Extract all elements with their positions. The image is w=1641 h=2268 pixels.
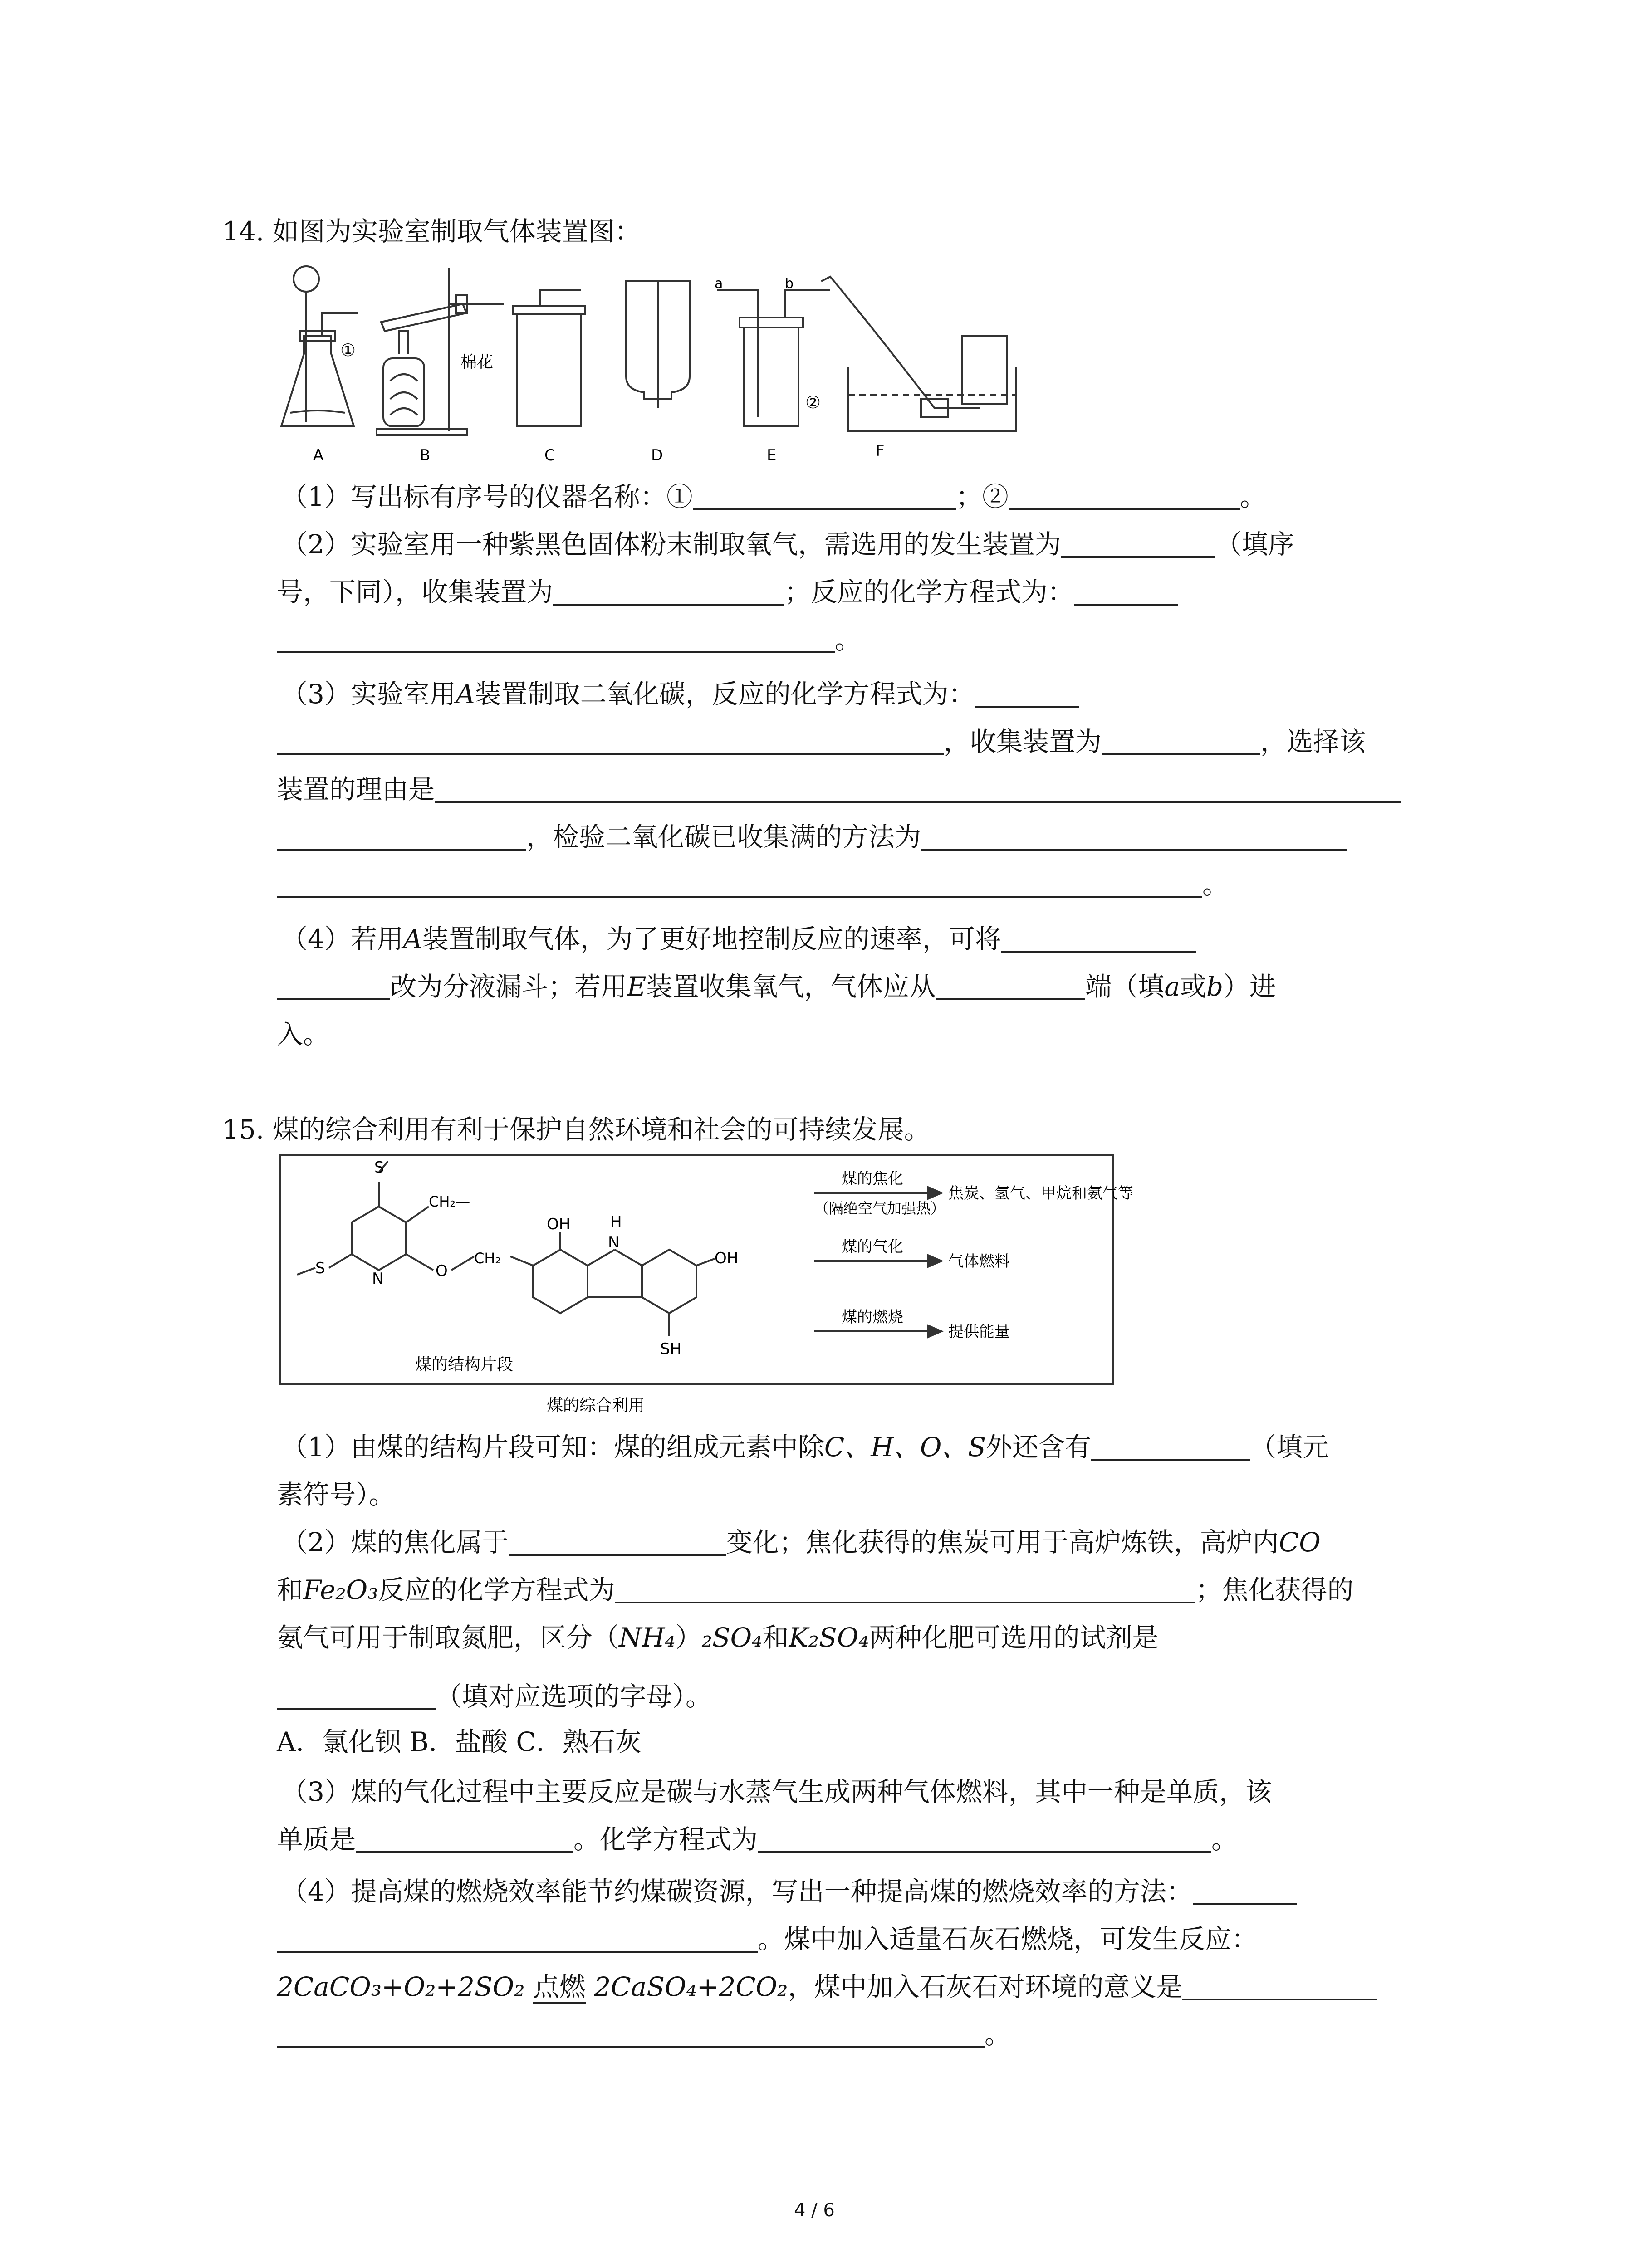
fig14-label-F: F [876, 442, 885, 460]
answer-blank[interactable] [1102, 726, 1260, 755]
fig14-label-D: D [651, 446, 663, 464]
q14-part2-line2: 号，下同），收集装置为 ；反应的化学方程式为： [277, 574, 1178, 610]
q15-options: A．氯化钡 B．盐酸 C．熟石灰 [277, 1726, 642, 1757]
reaction-condition: 点燃 [533, 1971, 586, 2004]
apparatus-figure [272, 263, 1021, 472]
atom-ch2a: CH₂— [429, 1193, 470, 1210]
answer-blank[interactable] [277, 869, 1202, 898]
fig14-label-a-tube: a [715, 276, 723, 292]
q15-part1-line1: （1）由煤的结构片段可知：煤的组成元素中除C、H、O、S外还含有 （填元 [281, 1432, 1329, 1462]
atom-s1: S [374, 1158, 384, 1177]
answer-blank[interactable] [553, 577, 784, 606]
q14-part1: （1）写出标有序号的仪器名称：① ；② 。 [281, 481, 1266, 512]
atom-s2: S [315, 1259, 325, 1277]
q14-stem: 14. 如图为实验室制取气体装置图： [222, 216, 641, 247]
atom-h: H [610, 1213, 622, 1231]
q14-part3-line1: （3）实验室用A装置制取二氧化碳，反应的化学方程式为： [281, 676, 1079, 712]
answer-blank[interactable] [921, 821, 1347, 850]
coal-utilization-figure [279, 1154, 1133, 1418]
atom-n1: N [372, 1270, 384, 1288]
q15-stem: 15. 煤的综合利用有利于保护自然环境和社会的可持续发展。 [222, 1114, 931, 1145]
answer-blank[interactable] [277, 726, 944, 755]
answer-blank[interactable] [277, 1924, 758, 1953]
atom-o: O [436, 1262, 448, 1280]
q15-part1-line2: 素符号）。 [277, 1479, 396, 1510]
atom-ch2b: CH₂ [474, 1250, 501, 1267]
q15-part2-line4: （填对应选项的字母）。 [277, 1678, 712, 1715]
answer-blank[interactable] [509, 1527, 726, 1556]
output-gasification: 气体燃料 [948, 1252, 1010, 1271]
fig14-label-B: B [420, 446, 431, 464]
q14-part3-line5: 。 [277, 866, 1229, 903]
atom-n2: N [608, 1233, 620, 1251]
fig14-mark-2: ② [805, 392, 821, 412]
answer-blank[interactable] [1009, 481, 1240, 510]
q14-part4-line2: 改为分液漏斗；若用E装置收集氧气，气体应从 端（填a或b）进 [277, 968, 1276, 1005]
fig14-label-b-tube: b [785, 276, 794, 292]
q14-part2-line1: （2）实验室用一种紫黑色固体粉末制取氧气，需选用的发生装置为 （填序 [281, 529, 1294, 560]
q15-part4-line3: 2CaCO₃+O₂+2SO₂ 点燃 2CaSO₄+2CO₂，煤中加入石灰石对环境的意义是 [277, 1969, 1377, 2005]
figure-caption: 煤的综合利用 [547, 1396, 645, 1415]
answer-blank[interactable] [277, 2019, 985, 2048]
page-number: 4 / 6 [794, 2200, 835, 2221]
atom-sh: SH [660, 1340, 682, 1358]
atom-oh2: OH [715, 1249, 739, 1267]
answer-blank[interactable] [1193, 1876, 1297, 1905]
answer-blank[interactable] [1061, 529, 1215, 558]
fig14-label-A: A [313, 446, 324, 464]
answer-blank[interactable] [975, 679, 1079, 708]
q15-part3-line1: （3）煤的气化过程中主要反应是碳与水蒸气生成两种气体燃料，其中一种是单质，该 [281, 1776, 1272, 1807]
fig14-label-E: E [767, 446, 777, 464]
q14-part3-line2: ，收集装置为 ，选择该 [277, 723, 1366, 760]
answer-blank[interactable] [277, 821, 526, 850]
atom-oh1: OH [547, 1215, 571, 1233]
answer-blank[interactable] [435, 774, 1401, 803]
arrow-coking-condition: （隔绝空气加强热） [814, 1200, 945, 1217]
answer-blank[interactable] [277, 971, 390, 1000]
answer-blank[interactable] [758, 1824, 1211, 1853]
q15-part3-line2: 单质是 。化学方程式为 。 [277, 1824, 1238, 1855]
q15-part2-line3: 氨气可用于制取氮肥，区分（NH₄）₂SO₄和K₂SO₄两种化肥可选用的试剂是 [277, 1622, 1159, 1653]
fig14-mark-1: ① [340, 340, 356, 360]
answer-blank[interactable] [1091, 1432, 1250, 1461]
answer-blank[interactable] [936, 971, 1085, 1000]
output-coking: 焦炭、氢气、甲烷和氨气等 [948, 1184, 1133, 1202]
answer-blank[interactable] [277, 624, 835, 653]
output-combustion: 提供能量 [948, 1323, 1010, 1341]
q15-part4-line2: 。煤中加入适量石灰石燃烧，可发生反应： [277, 1921, 1258, 1957]
q14-part2-line3: 。 [277, 621, 861, 658]
answer-blank[interactable] [693, 481, 956, 510]
fig14-label-C: C [544, 446, 555, 464]
answer-blank[interactable] [1182, 1971, 1377, 2000]
q15-part4-line1: （4）提高煤的燃烧效率能节约煤碳资源，写出一种提高煤的燃烧效率的方法： [281, 1873, 1297, 1910]
q14-part3-line4: ，检验二氧化碳已收集满的方法为 [277, 819, 1347, 855]
q14-part4-line1: （4）若用A装置制取气体，为了更好地控制反应的速率，可将 [281, 921, 1196, 957]
q14-part3-line3: 装置的理由是 [277, 771, 1401, 807]
answer-blank[interactable] [356, 1824, 573, 1853]
arrow-gasification-label: 煤的气化 [842, 1238, 903, 1256]
q15-part4-line4: 。 [277, 2016, 1011, 2053]
q14-part4-line3: 入。 [277, 1019, 330, 1050]
answer-blank[interactable] [1001, 924, 1196, 953]
structure-label: 煤的结构片段 [415, 1355, 514, 1374]
answer-blank[interactable] [277, 1681, 436, 1710]
answer-blank[interactable] [1074, 577, 1178, 606]
answer-blank[interactable] [615, 1574, 1195, 1603]
q15-part2-line1: （2）煤的焦化属于 变化；焦化获得的焦炭可用于高炉炼铁，高炉内CO [281, 1527, 1321, 1558]
arrow-combustion-label: 煤的燃烧 [842, 1308, 903, 1326]
arrow-coking-label: 煤的焦化 [842, 1170, 903, 1188]
q15-part2-line2: 和Fe₂O₃反应的化学方程式为 ；焦化获得的 [277, 1574, 1354, 1605]
fig14-cotton: 棉花 [460, 353, 494, 371]
